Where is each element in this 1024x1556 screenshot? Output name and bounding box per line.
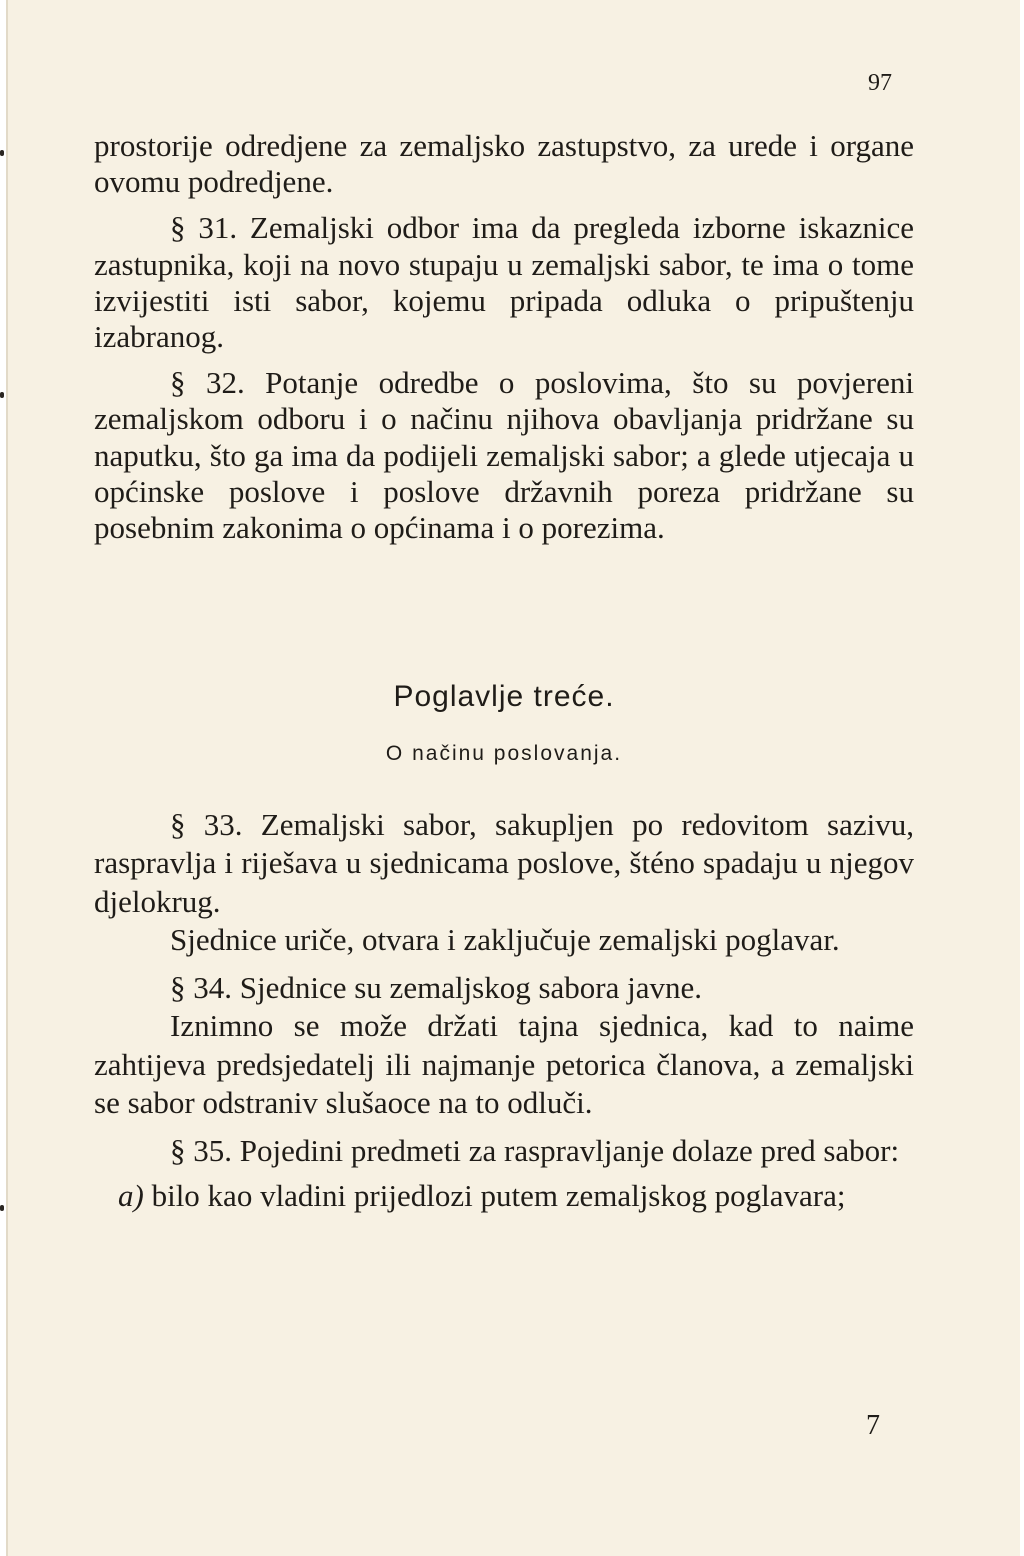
lower-text-block	[94, 806, 914, 1215]
binding-mark	[0, 1205, 4, 1211]
list-item-marker: a)	[118, 1177, 144, 1213]
chapter-title: Poglavlje treće.	[393, 680, 615, 713]
paragraph-section-33: § 33. Zemaljski sabor, sakupljen po redovitom sazivu, raspravlja i riješava u sjednicama poslove, šténo spadaju u njegov djelokrug.	[94, 807, 914, 919]
binding-mark	[0, 150, 4, 156]
chapter-subtitle: O načinu poslovanja.	[385, 742, 623, 765]
paragraph-section-35: § 35. Pojedini predmeti za raspravljanje dolaze pred sabor:	[170, 1133, 900, 1169]
paragraph-section-32: § 32. Potanje odredbe o poslovima, što su povjereni zemaljskom odboru i o načinu njihova obavljanja pridržane su naputku, što ga ima da podijeli zemaljski sabor; a glede utjecaja u općinske poslove i poslove državnih poreza pridržane su posebnim zakonima o općinama i o porezima.	[94, 365, 914, 546]
paragraph-secret-session: Iznimno se može držati tajna sjednica, kad to naime zahtijeva predsjedatelj ili najmanje petorica članova, a zemaljski se sabor odstraniv slušaoce na to odluči.	[94, 1008, 914, 1121]
paragraph-section-31: § 31. Zemaljski odbor ima da pregleda izborne iskaznice zastupnika, koji na novo stupaju u zemaljski sabor, te ima o tome izvijestiti isti sabor, kojemu pripada odluka o pripuštenju izabranog.	[94, 210, 914, 355]
binding-mark	[0, 392, 4, 398]
signature-number: 7	[866, 1410, 880, 1441]
page-number: 97	[868, 70, 892, 96]
paragraph-sessions: Sjednice uriče, otvara i zaključuje zemaljski poglavar.	[170, 921, 840, 957]
list-item-text: bilo kao vladini prijedlozi putem zemaljskog poglavara;	[151, 1177, 846, 1213]
book-page	[6, 0, 1020, 1556]
paragraph-continuation: prostorije odredjene za zemaljsko zastupstvo, za urede i organe ovomu podredjene.	[94, 128, 914, 200]
upper-text-block	[94, 128, 914, 546]
list-item-a	[94, 1177, 914, 1215]
paragraph-section-34: § 34. Sjednice su zemaljskog sabora javne.	[170, 970, 703, 1006]
